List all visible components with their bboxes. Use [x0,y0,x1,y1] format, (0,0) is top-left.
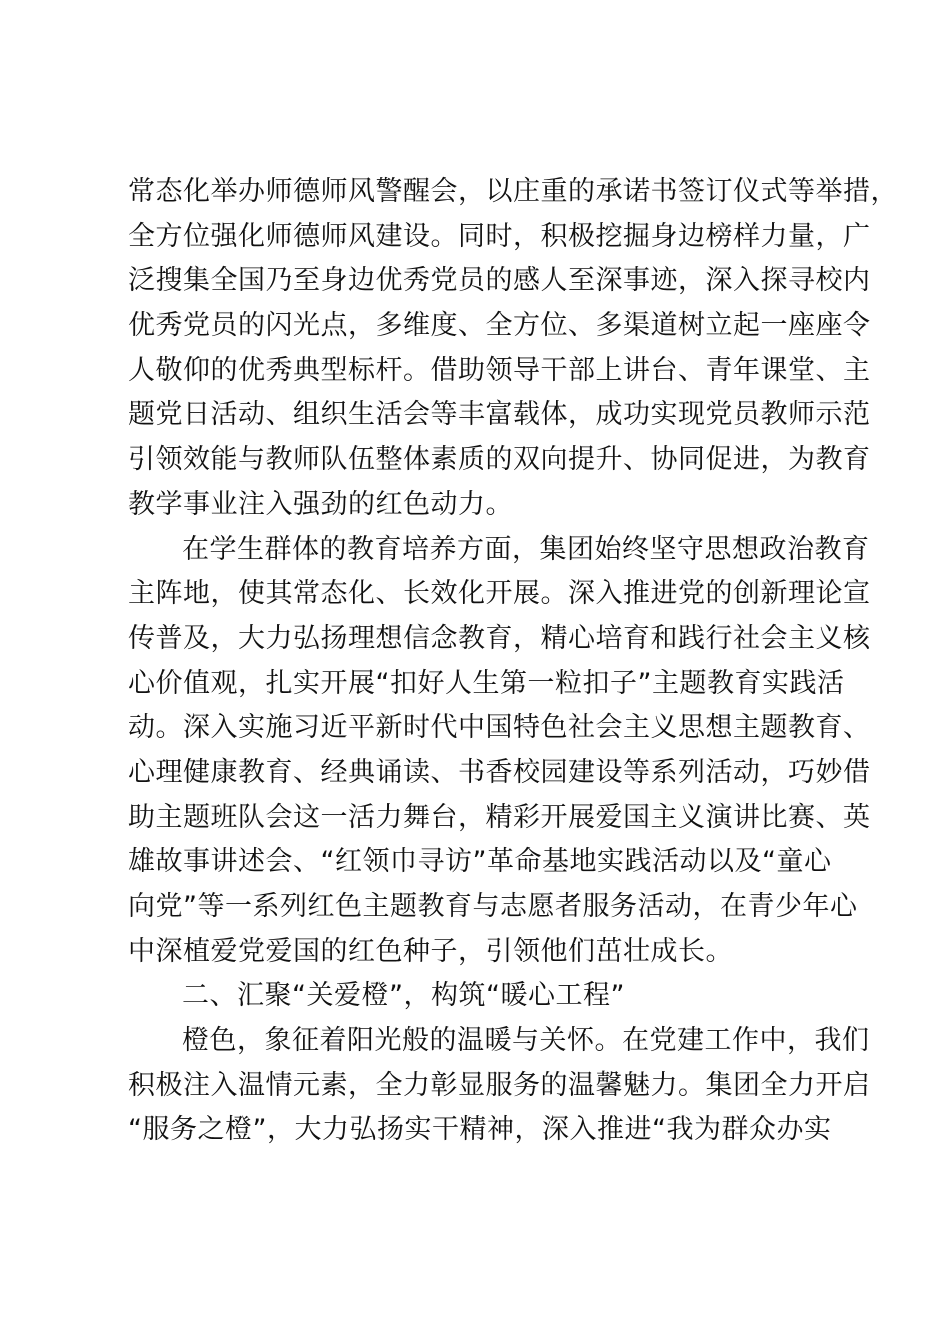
text-line: 全方位强化师德师风建设。同时，积极挖掘身边榜样力量，广 [128,220,871,252]
text-line: 题党日活动、组织生活会等丰富载体，成功实现党员教师示范 [128,399,871,431]
text-line: 常态化举办师德师风警醒会，以庄重的承诺书签订仪式等举措， [128,176,898,207]
paragraph-first-line: 在学生群体的教育培养方面，集团始终坚守思想政治教育 [182,533,870,565]
text-line: 积极注入温情元素，全力彰显服务的温馨魅力。集团全力开启 [128,1069,871,1101]
text-line: 中深植爱党爱国的红色种子，引领他们茁壮成长。 [128,935,733,967]
text-line: 引领效能与教师队伍整体素质的双向提升、协同促进，为教育 [128,444,871,476]
text-line: 心价值观，扎实开展“扣好人生第一粒扣子”主题教育实践活 [128,667,845,699]
text-line: 传普及，大力弘扬理想信念教育，精心培育和践行社会主义核 [128,622,871,654]
text-line: 向党”等一系列红色主题教育与志愿者服务活动，在青少年心 [128,891,858,922]
text-line: 教学事业注入强劲的红色动力。 [128,488,513,520]
text-line: 雄故事讲述会、“红领巾寻访”革命基地实践活动以及“童心 [128,846,832,878]
text-line: 泛搜集全国乃至身边优秀党员的感人至深事迹，深入探寻校内 [128,265,871,297]
text-line: “服务之橙”，大力弘扬实干精神，深入推进“我为群众办实 [128,1114,832,1146]
text-line: 动。深入实施习近平新时代中国特色社会主义思想主题教育、 [128,712,871,744]
text-line: 人敬仰的优秀典型标杆。借助领导干部上讲台、青年课堂、主 [128,354,871,386]
text-line: 助主题班队会这一活力舞台，精彩开展爱国主义演讲比赛、英 [128,801,871,833]
section-heading: 二、汇聚“关爱橙”，构筑“暖心工程” [182,980,625,1012]
text-line: 心理健康教育、经典诵读、书香校园建设等系列活动，巧妙借 [128,756,871,788]
paragraph-first-line: 橙色，象征着阳光般的温暖与关怀。在党建工作中，我们 [182,1025,870,1057]
text-line: 优秀党员的闪光点，多维度、全方位、多渠道树立起一座座令 [128,310,871,342]
text-line: 主阵地，使其常态化、长效化开展。深入推进党的创新理论宣 [128,578,871,610]
body-text [128,170,898,1153]
